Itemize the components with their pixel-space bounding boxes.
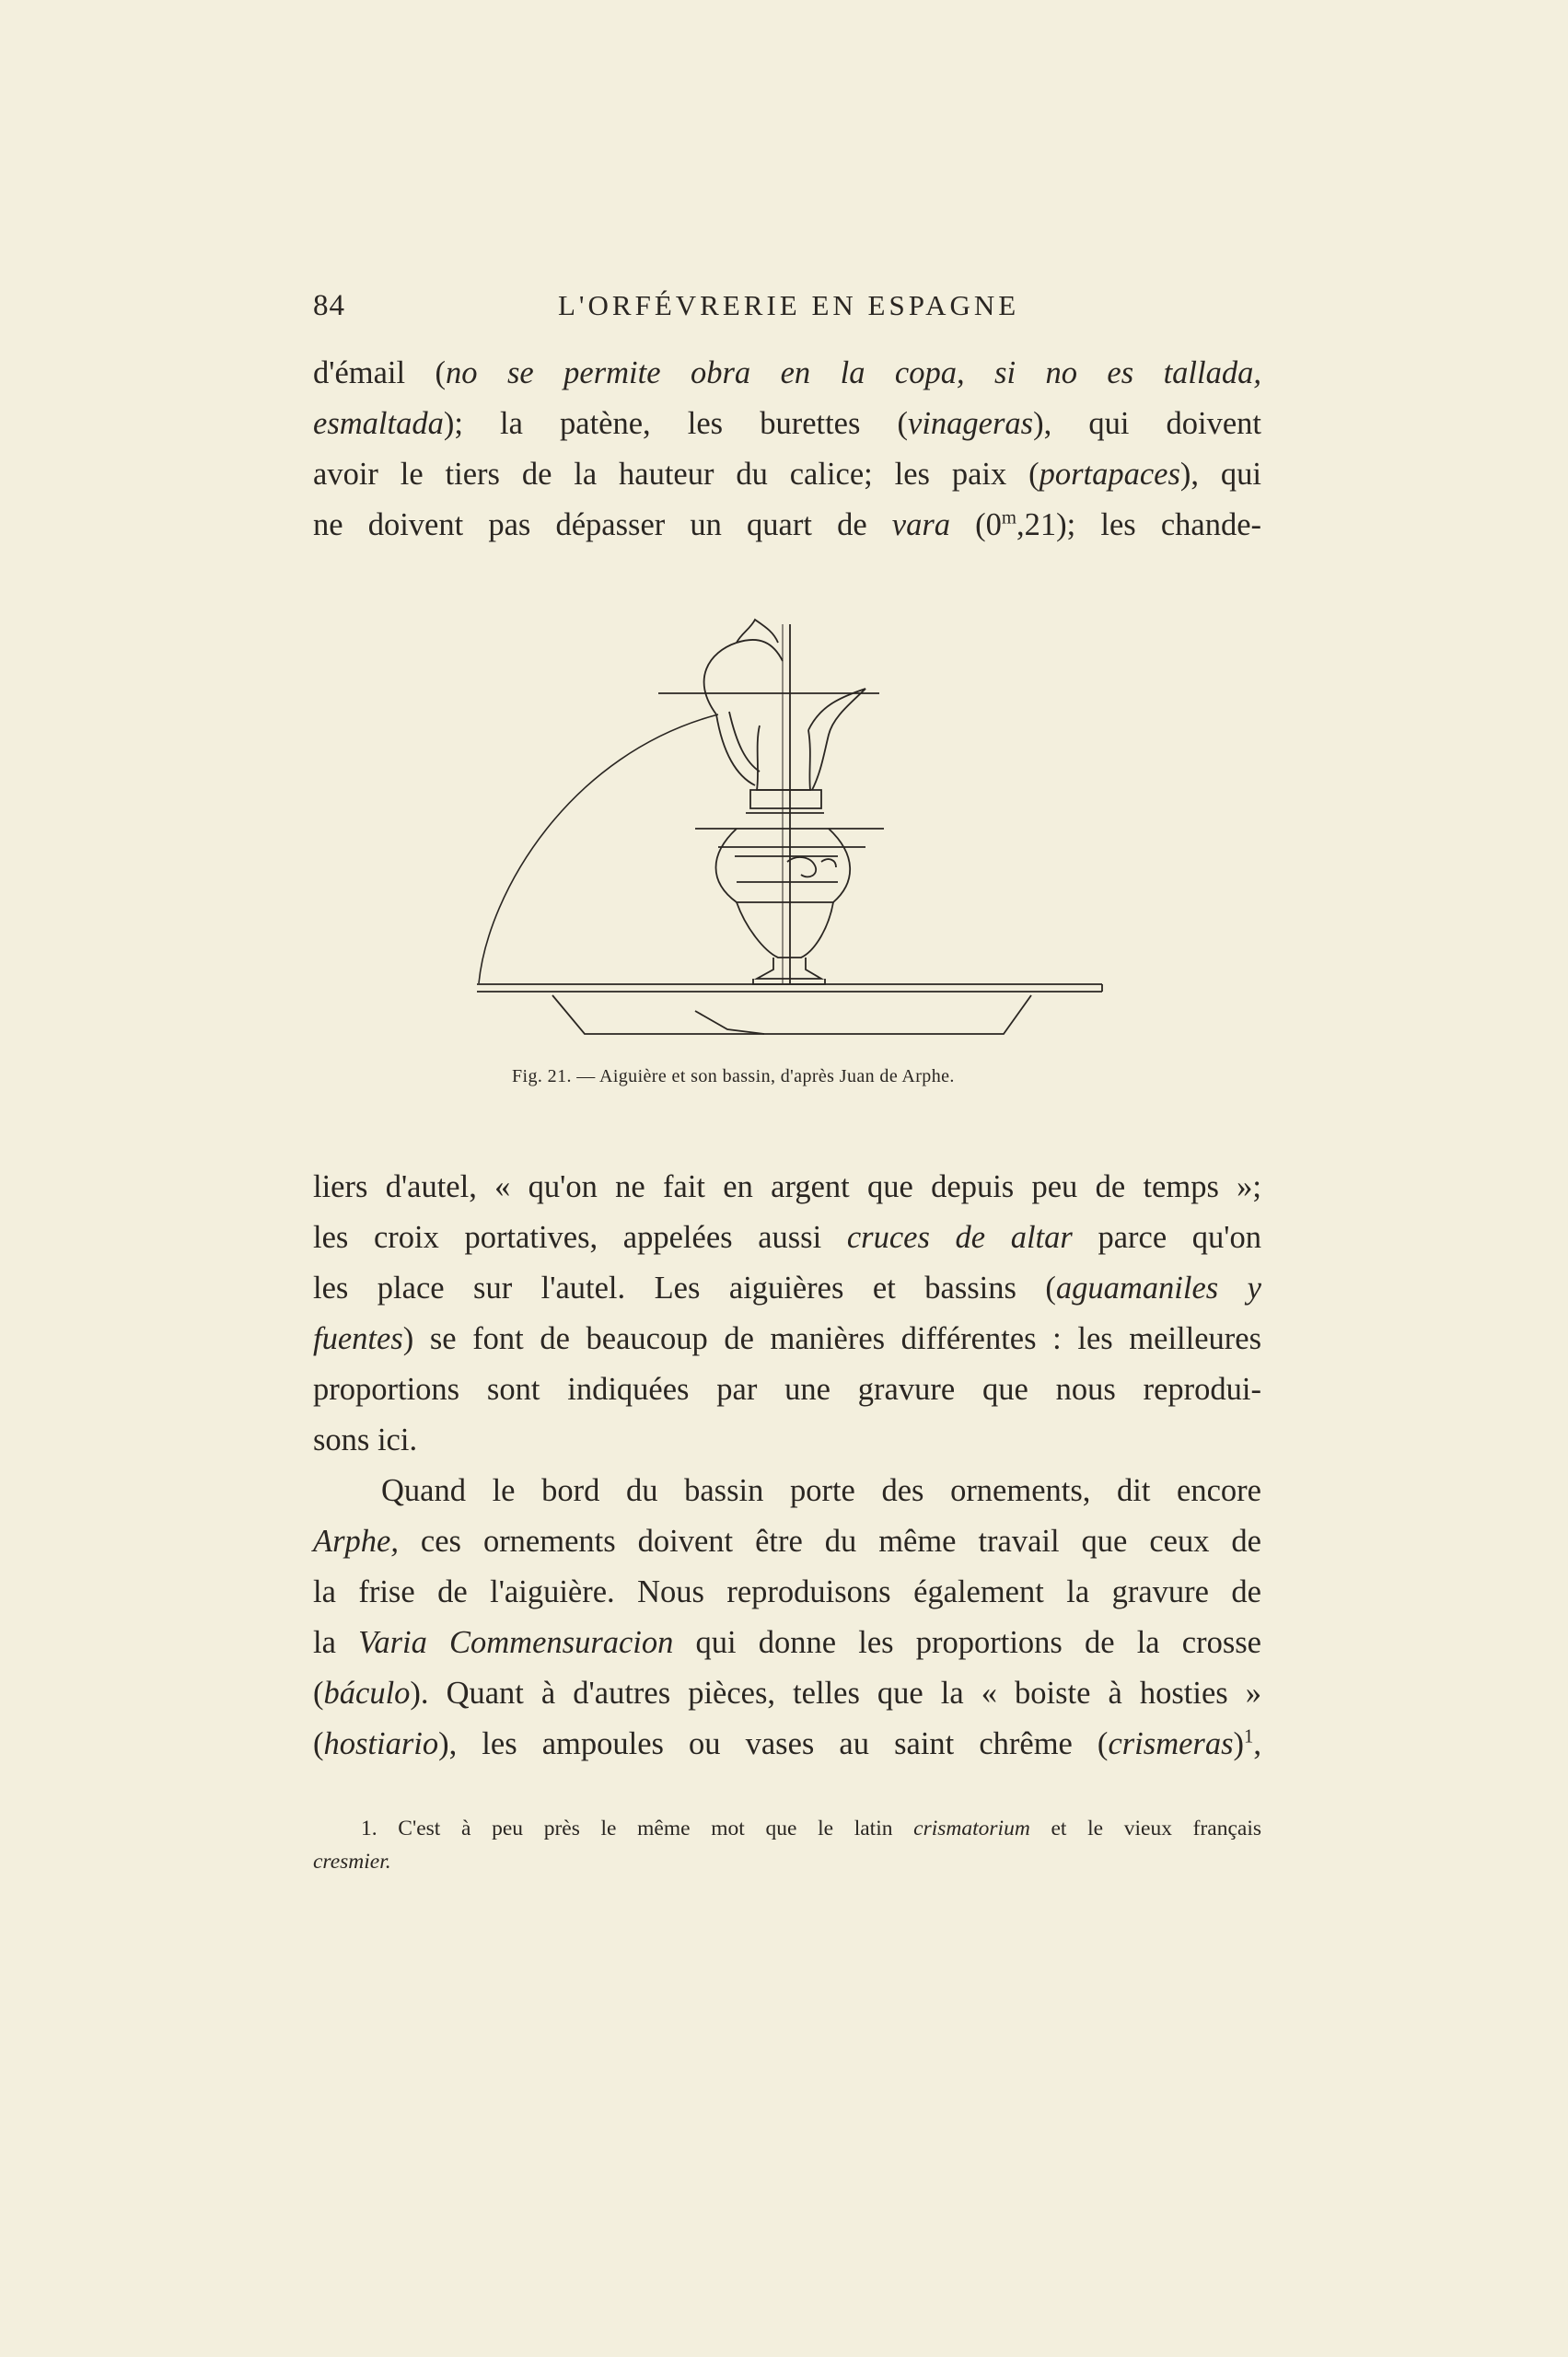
text-line: avoir le tiers de la hauteur du calice; les paix (portapaces), qui bbox=[313, 457, 1261, 492]
text-line: ne doivent pas dépasser un quart de vara (0$^m$,21); les chande- bbox=[313, 507, 1262, 542]
footnote-line: 1. C'est à peu près le même mot que le latin crismatorium et le vieux français bbox=[361, 1817, 1261, 1840]
text-line: sons ici. bbox=[313, 1422, 418, 1457]
text-line: la frise de l'aiguière. Nous reproduisons également la gravure de bbox=[313, 1574, 1261, 1609]
text-line: Arphe, ces ornements doivent être du même travail que ceux de bbox=[313, 1524, 1261, 1559]
footnote bbox=[313, 1812, 1261, 1878]
text-line: proportions sont indiquées par une gravure que nous reprodui- bbox=[313, 1372, 1261, 1407]
ewer-engraving bbox=[460, 615, 1123, 1048]
figure-caption: Fig. 21. — Aiguière et son bassin, d'après Juan de Arphe. bbox=[512, 1066, 955, 1086]
text-line: les croix portatives, appelées aussi cruces de altar parce qu'on bbox=[313, 1220, 1261, 1255]
running-title: L'ORFÉVRERIE EN ESPAGNE bbox=[558, 289, 1020, 321]
paragraph-1 bbox=[313, 348, 1261, 551]
text-line: les place sur l'autel. Les aiguières et bassins (aguamaniles y bbox=[313, 1271, 1261, 1306]
text-line: (báculo). Quant à d'autres pièces, telles que la « boiste à hosties » bbox=[313, 1676, 1261, 1711]
text-line: fuentes) se font de beaucoup de manières différentes : les meilleures bbox=[313, 1321, 1261, 1356]
paragraph-2 bbox=[313, 1162, 1261, 1466]
text-line: la Varia Commensuracion qui donne les proportions de la crosse bbox=[313, 1625, 1261, 1660]
page-number: 84 bbox=[313, 289, 345, 322]
footnote-line: cresmier. bbox=[313, 1850, 391, 1874]
paragraph-3 bbox=[313, 1466, 1261, 1770]
text-line: esmaltada); la patène, les burettes (vinageras), qui doivent bbox=[313, 406, 1261, 441]
text-line: liers d'autel, « qu'on ne fait en argent que depuis peu de temps »; bbox=[313, 1169, 1261, 1204]
ewer-basin-illustration bbox=[460, 615, 1123, 1048]
text-line: d'émail (no se permite obra en la copa, si no es tallada, bbox=[313, 355, 1261, 390]
text-line: Quand le bord du bassin porte des ornements, dit encore bbox=[381, 1473, 1261, 1508]
text-line: (hostiario), les ampoules ou vases au saint chrême (crismeras)$^1$, bbox=[313, 1726, 1261, 1761]
